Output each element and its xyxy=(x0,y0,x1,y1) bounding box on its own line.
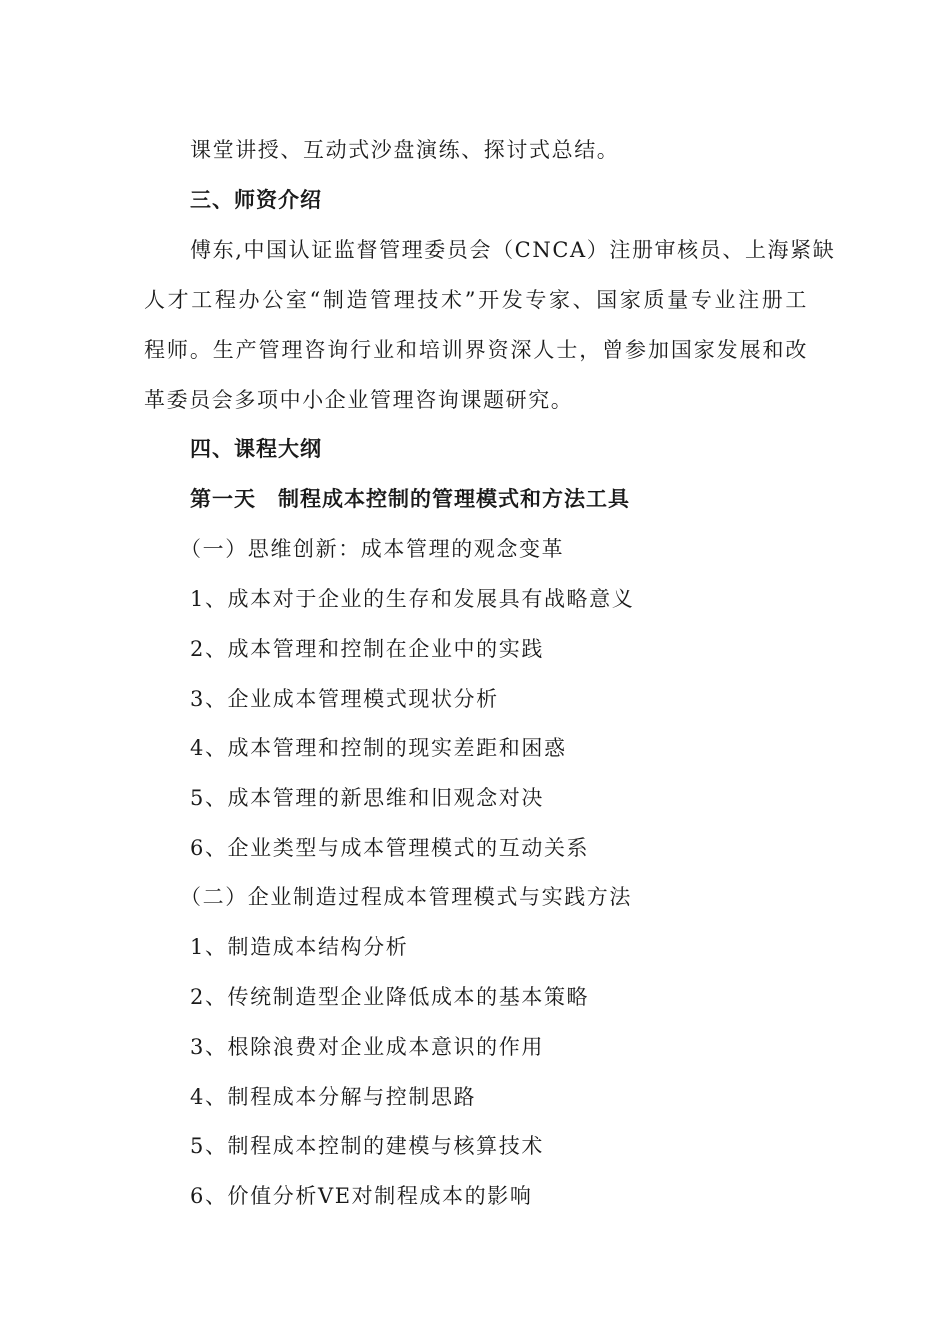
list-item: 1、成本对于企业的生存和发展具有战略意义 xyxy=(190,587,635,611)
list-item: 4、制程成本分解与控制思路 xyxy=(190,1085,477,1109)
list-item: 6、价值分析VE对制程成本的影响 xyxy=(190,1184,533,1208)
faculty-paragraph-line-3: 程师。生产管理咨询行业和培训界资深人士，曾参加国家发展和改 xyxy=(144,338,808,362)
list-item: 4、成本管理和控制的现实差距和困惑 xyxy=(190,736,567,760)
day-one-title: 第一天 制程成本控制的管理模式和方法工具 xyxy=(190,487,630,511)
section-heading-outline: 四、课程大纲 xyxy=(190,437,322,461)
list-item: 3、根除浪费对企业成本意识的作用 xyxy=(190,1035,544,1059)
list-item: 1、制造成本结构分析 xyxy=(190,935,409,959)
list-item: 3、企业成本管理模式现状分析 xyxy=(190,687,499,711)
list-item: 2、传统制造型企业降低成本的基本策略 xyxy=(190,985,590,1009)
faculty-paragraph-line-4: 革委员会多项中小企业管理咨询课题研究。 xyxy=(144,388,574,412)
list-item: 5、制程成本控制的建模与核算技术 xyxy=(190,1134,544,1158)
faculty-paragraph-line-1: 傅东,中国认证监督管理委员会（CNCA）注册审核员、上海紧缺 xyxy=(190,238,836,262)
list-item: 2、成本管理和控制在企业中的实践 xyxy=(190,637,544,661)
part-one-title: （一）思维创新：成本管理的观念变革 xyxy=(180,537,565,561)
list-item: 6、企业类型与成本管理模式的互动关系 xyxy=(190,836,590,860)
teaching-method-paragraph: 课堂讲授、互动式沙盘演练、探讨式总结。 xyxy=(190,138,620,162)
faculty-paragraph-line-2: 人才工程办公室“制造管理技术”开发专家、国家质量专业注册工 xyxy=(144,288,808,312)
list-item: 5、成本管理的新思维和旧观念对决 xyxy=(190,786,544,810)
part-two-title: （二）企业制造过程成本管理模式与实践方法 xyxy=(180,885,632,909)
section-heading-faculty: 三、师资介绍 xyxy=(190,188,322,212)
